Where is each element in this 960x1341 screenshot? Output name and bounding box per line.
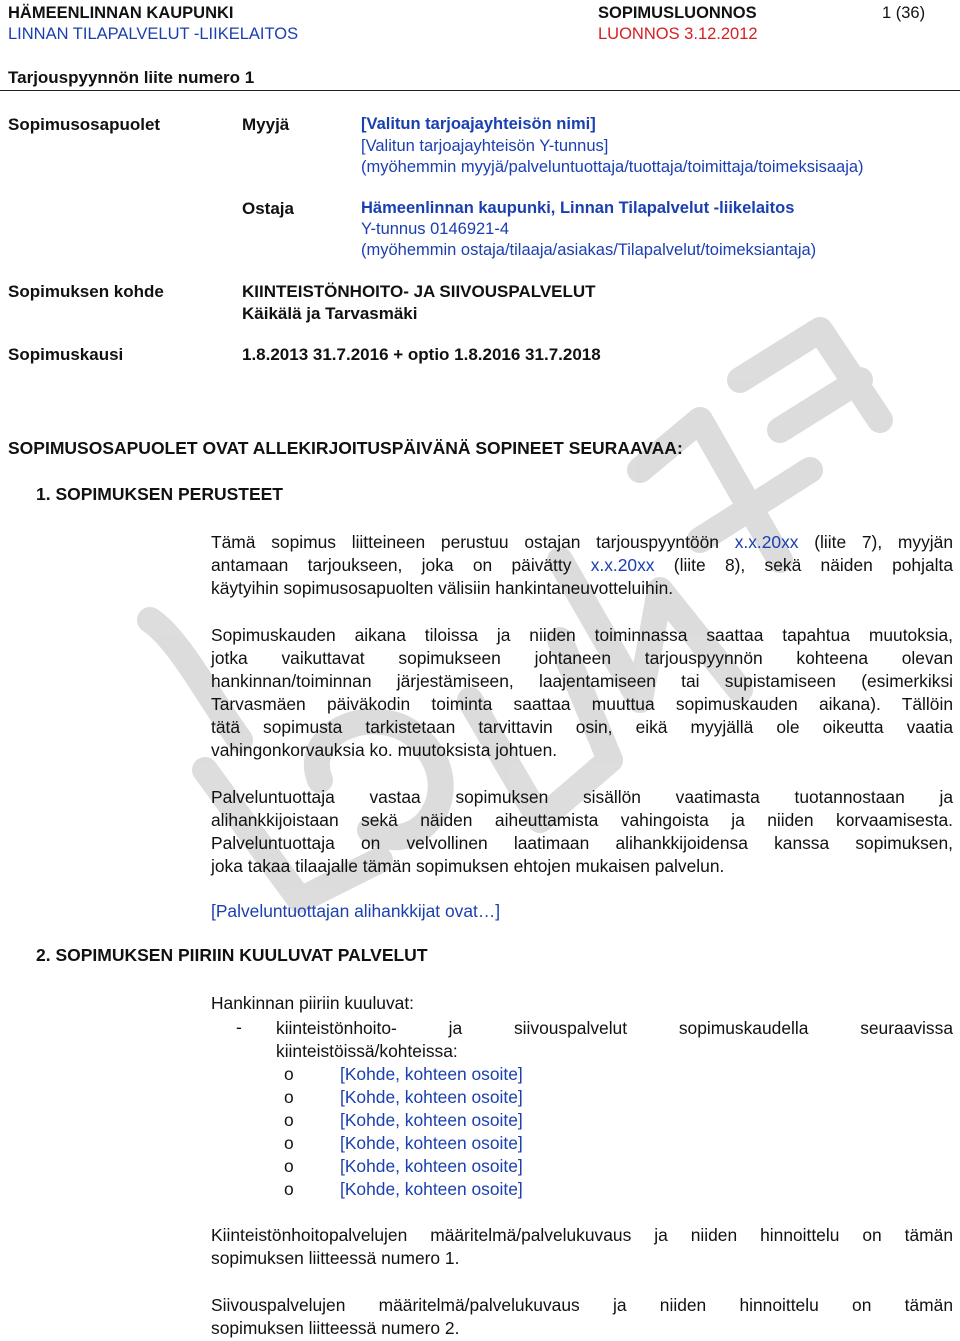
date-placeholder: x.x.20xx: [734, 532, 799, 552]
section2-dash-item: [276, 1017, 953, 1063]
para2-line: hankinnan/toiminnan järjestämiseen, laajentamiseen tai supistamiseen (esimerkiksi: [211, 671, 953, 691]
section2-paragraph-a: [211, 1224, 953, 1270]
buyer-id: Y-tunnus 0146921-4: [361, 220, 510, 238]
list-item: [Kohde, kohteen osoite]: [340, 1110, 523, 1130]
para-a-line: Kiinteistönhoitopalvelujen määritelmä/palvelukuvaus ja niiden hinnoittelu on tämän: [211, 1225, 953, 1245]
para1-line-1: Tämä sopimus liitteineen perustuu ostajan tarjouspyyntöön x.x.20xx (liite 7), myyjän: [211, 532, 953, 552]
header-draft-label: LUONNOS 3.12.2012: [598, 25, 758, 43]
para3-line: Palveluntuottaja vastaa sopimuksen sisällön vaatimasta tuotannostaan ja: [211, 787, 953, 807]
section2-paragraph-b: [211, 1294, 953, 1340]
dash-bullet: -: [236, 1017, 242, 1037]
section1-paragraph-1: [211, 531, 953, 600]
para2-line: tätä sopimusta tarkistetaan tarvittavin osin, eikä myyjällä ole oikeutta vaatia: [211, 717, 953, 737]
section1-paragraph-2: [211, 624, 953, 762]
para1-line-3: käytyihin sopimusosapuolten välisiin hankintaneuvotteluihin.: [211, 578, 674, 598]
subcontractors-placeholder: [Palveluntuottajan alihankkijat ovat…]: [211, 901, 501, 921]
seller-name: [Valitun tarjoajayhteisön nimi]: [361, 115, 596, 133]
header-rule: [0, 90, 960, 91]
period-value: 1.8.2013 31.7.2016 + optio 1.8.2016 31.7.2018: [242, 345, 601, 364]
list-item: [Kohde, kohteen osoite]: [340, 1179, 523, 1199]
date-placeholder: x.x.20xx: [590, 555, 655, 575]
seller-role: (myöhemmin myyjä/palveluntuottaja/tuottaja/toimittaja/toimeksisaaja): [361, 158, 864, 176]
para2-line: Sopimuskauden aikana tiloissa ja niiden toiminnassa saattaa tapahtua muutoksia,: [211, 625, 953, 645]
para3-line: alihankkijoistaan sekä näiden aiheuttamista vahingoista ja niiden korvaamisesta.: [211, 810, 953, 830]
para1-line-2: antamaan tarjoukseen, joka on päivätty x.x.20xx (liite 8), sekä näiden pohjalta: [211, 555, 953, 575]
list-item: [Kohde, kohteen osoite]: [340, 1156, 523, 1176]
list-bullet: o: [284, 1064, 294, 1084]
para2-line: Tarvasmäen päiväkodin toiminta saattaa muuttua sopimuskauden aikana). Tällöin: [211, 694, 953, 714]
buyer-name: Hämeenlinnan kaupunki, Linnan Tilapalvelut -liikelaitos: [361, 199, 795, 217]
para-a-line: sopimuksen liitteessä numero 1.: [211, 1248, 460, 1268]
parties-label: Sopimusosapuolet: [8, 115, 161, 134]
list-bullet: o: [284, 1179, 294, 1199]
para-b-line: Siivouspalvelujen määritelmä/palvelukuvaus ja niiden hinnoittelu on tämän: [211, 1295, 953, 1315]
header-doc-type: SOPIMUSLUONNOS: [598, 4, 757, 22]
list-bullet: o: [284, 1156, 294, 1176]
list-bullet: o: [284, 1133, 294, 1153]
list-bullet: o: [284, 1110, 294, 1130]
list-item: [Kohde, kohteen osoite]: [340, 1133, 523, 1153]
agreement-heading: SOPIMUSOSAPUOLET OVAT ALLEKIRJOITUSPÄIVÄNÄ SOPINEET SEURAAVAA:: [8, 438, 683, 458]
buyer-label: Ostaja: [242, 199, 294, 218]
attachment-title: Tarjouspyynnön liite numero 1: [8, 68, 255, 87]
section2-intro: Hankinnan piiriin kuuluvat:: [211, 993, 415, 1013]
header-department: LINNAN TILAPALVELUT -LIIKELAITOS: [8, 25, 299, 43]
seller-label: Myyjä: [242, 115, 290, 134]
header-organization: HÄMEENLINNAN KAUPUNKI: [8, 4, 234, 22]
section1-heading: 1. SOPIMUKSEN PERUSTEET: [36, 484, 283, 504]
dash-line: kiinteistöissä/kohteissa:: [276, 1041, 458, 1061]
para2-line: vahingonkorvauksia ko. muutoksista johtuen.: [211, 740, 558, 760]
section2-heading: 2. SOPIMUKSEN PIIRIIN KUULUVAT PALVELUT: [36, 945, 428, 965]
period-label: Sopimuskausi: [8, 345, 124, 364]
para-b-line: sopimuksen liitteessä numero 2.: [211, 1318, 460, 1338]
list-item: [Kohde, kohteen osoite]: [340, 1087, 523, 1107]
subject-sites: Käikälä ja Tarvasmäki: [242, 304, 418, 323]
subject-label: Sopimuksen kohde: [8, 282, 164, 301]
page-number: 1 (36): [882, 4, 926, 22]
list-item: [Kohde, kohteen osoite]: [340, 1064, 523, 1084]
subject-title: KIINTEISTÖNHOITO- JA SIIVOUSPALVELUT: [242, 282, 596, 301]
list-bullet: o: [284, 1087, 294, 1107]
para2-line: jotka vaikuttavat sopimukseen johtaneen tarjouspyynnön kohteena olevan: [211, 648, 953, 668]
dash-line: kiinteistönhoito- ja siivouspalvelut sopimuskaudella seuraavissa: [276, 1018, 953, 1038]
para3-line: joka takaa tilaajalle tämän sopimuksen ehtojen mukaisen palvelun.: [211, 856, 725, 876]
section1-paragraph-3: [211, 786, 953, 878]
buyer-role: (myöhemmin ostaja/tilaaja/asiakas/Tilapalvelut/toimeksiantaja): [361, 241, 817, 259]
para3-line: Palveluntuottaja on velvollinen laatimaan alihankkijoidensa kanssa sopimuksen,: [211, 833, 953, 853]
seller-id: [Valitun tarjoajayhteisön Y-tunnus]: [361, 137, 609, 155]
